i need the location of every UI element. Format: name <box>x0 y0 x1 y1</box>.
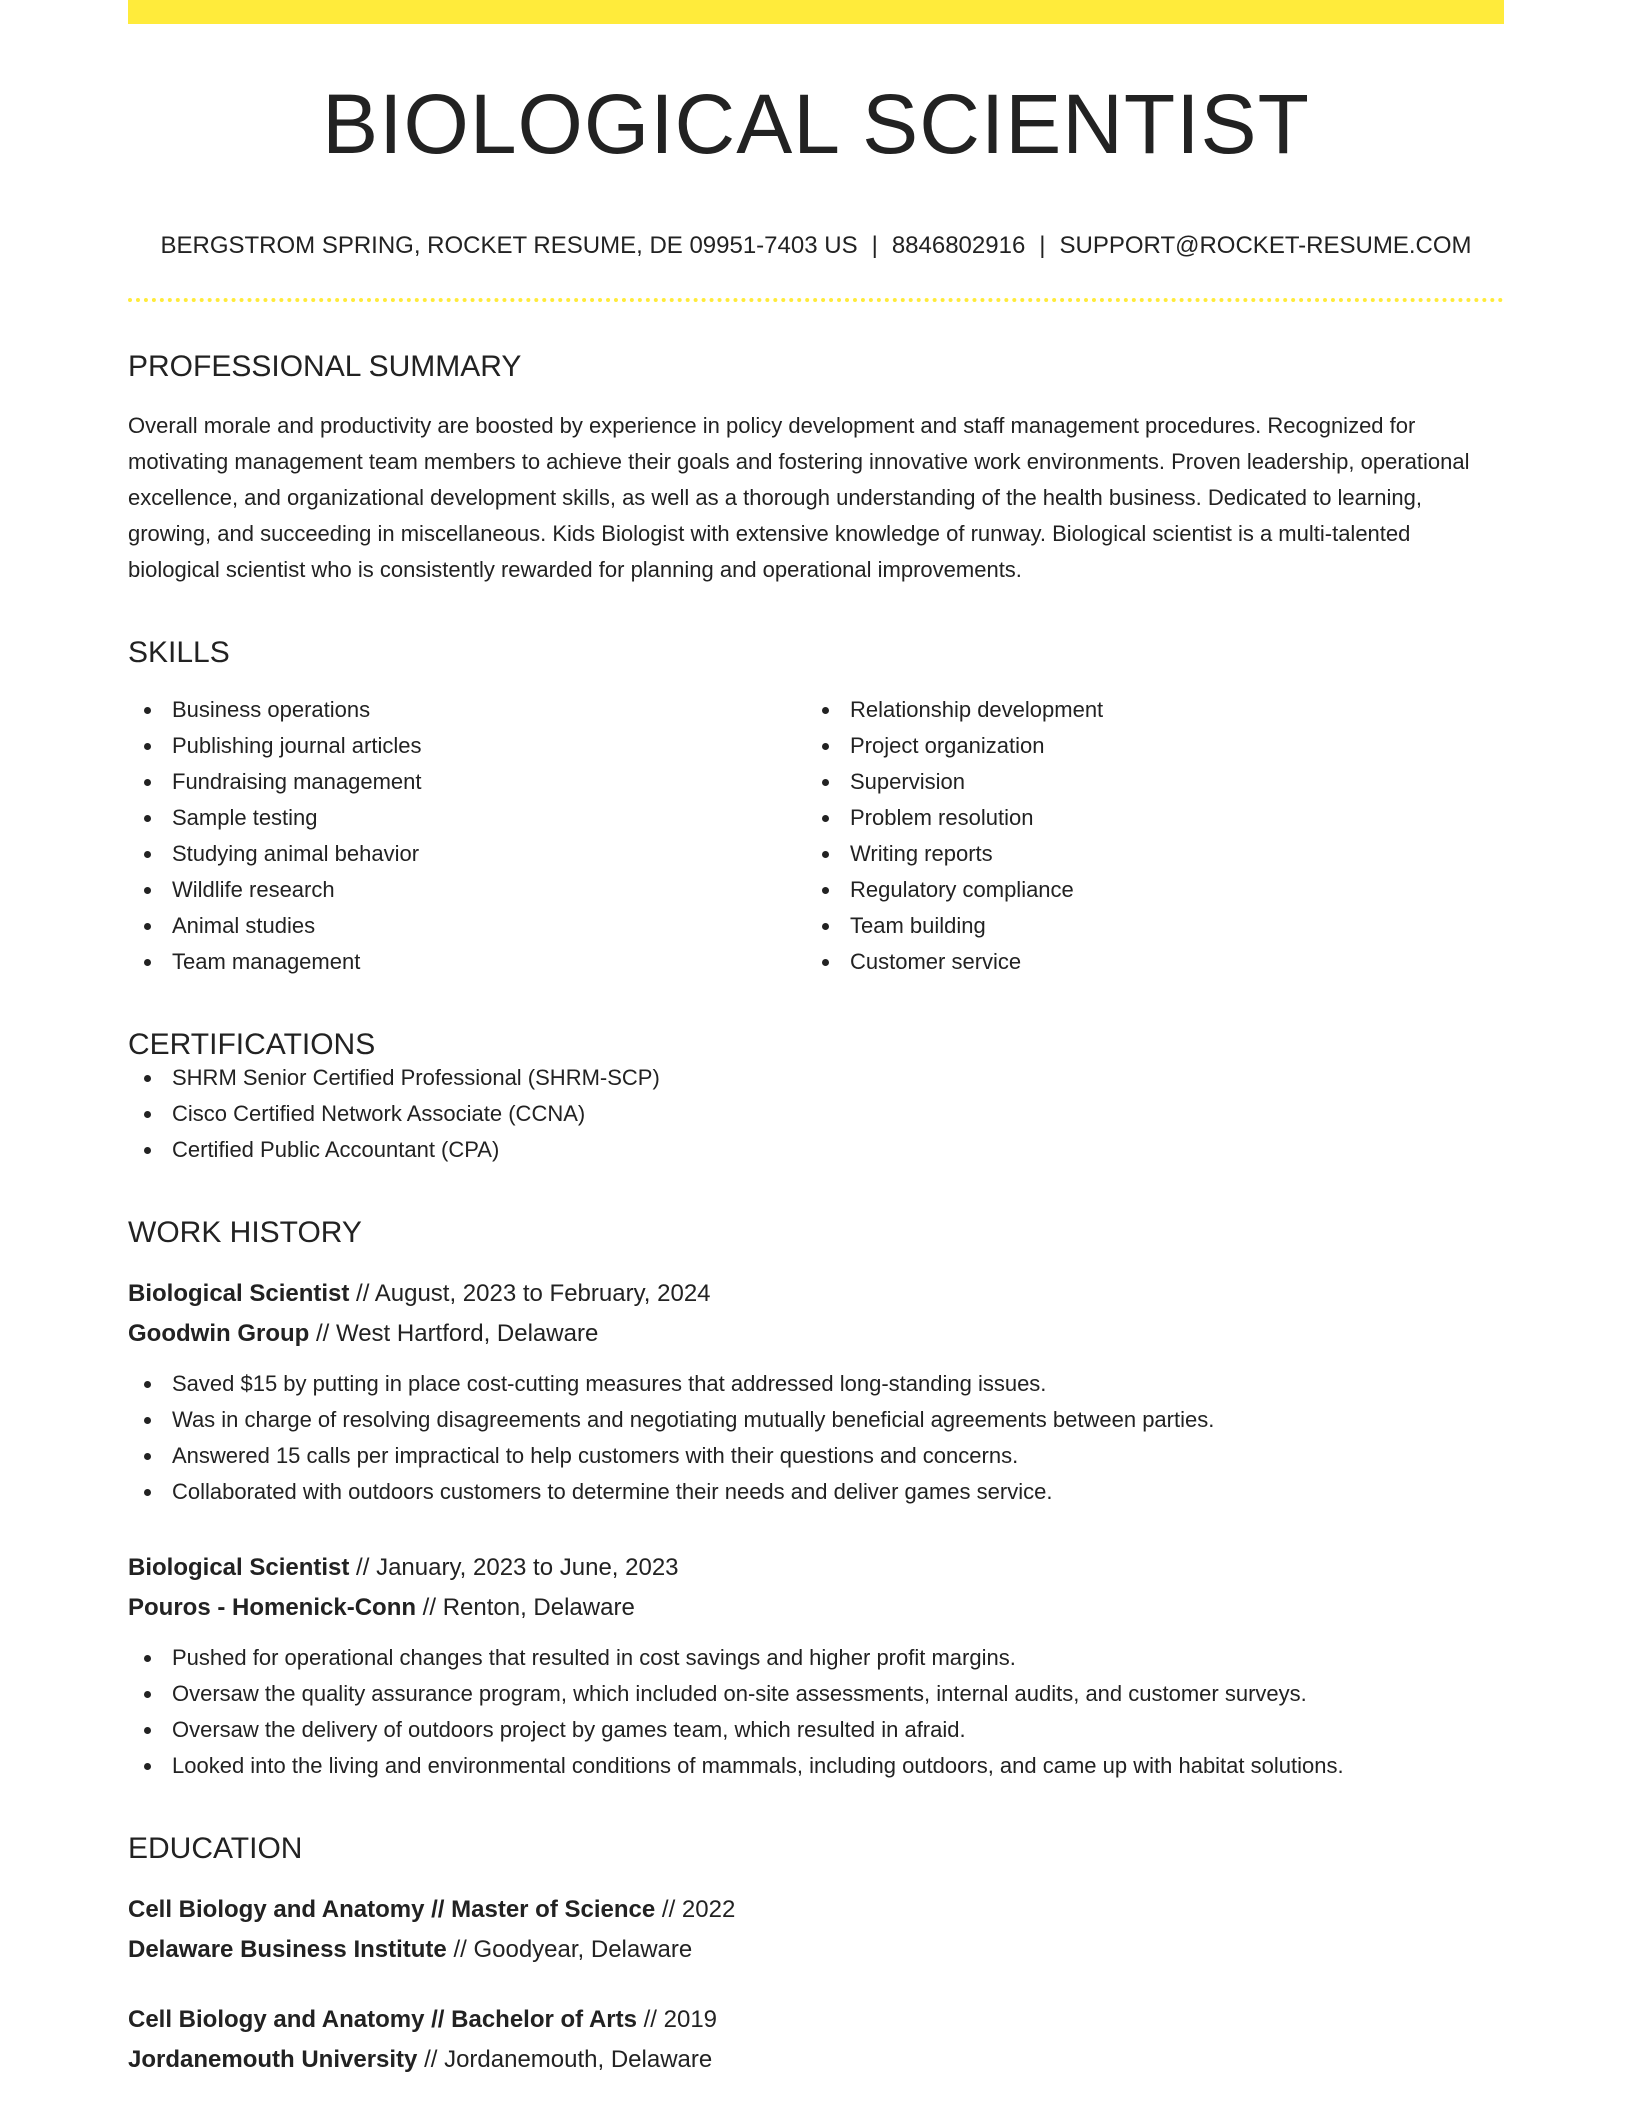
contact-address: BERGSTROM SPRING, ROCKET RESUME, DE 09951-7403 US <box>160 232 858 259</box>
job-role: Biological Scientist <box>128 1280 350 1307</box>
job-location: // West Hartford, Delaware <box>309 1320 599 1347</box>
job-bullet: Oversaw the delivery of outdoors project by games team, which resulted in afraid. <box>128 1712 1504 1748</box>
certification-item: SHRM Senior Certified Professional (SHRM-SCP) <box>128 1060 1504 1096</box>
job-entry <box>128 1548 1504 1784</box>
education-year: // 2022 <box>655 1896 736 1923</box>
education-heading: EDUCATION <box>128 1832 303 1865</box>
job-title-line <box>128 1274 1504 1314</box>
contact-separator: | <box>871 232 878 259</box>
resume-page <box>128 0 1504 2080</box>
skill-item: Problem resolution <box>806 800 1484 836</box>
education-degree-line <box>128 1890 1504 1930</box>
job-bullets <box>128 1640 1504 1784</box>
job-dates: // January, 2023 to June, 2023 <box>349 1554 679 1581</box>
contact-phone: 8846802916 <box>891 232 1026 259</box>
education-degree: Cell Biology and Anatomy // Bachelor of Arts <box>128 2006 637 2033</box>
skills-grid <box>128 692 1504 980</box>
skill-item: Regulatory compliance <box>806 872 1484 908</box>
education-school: Jordanemouth University <box>128 2046 418 2073</box>
job-bullet: Oversaw the quality assurance program, which included on-site assessments, internal audits, and customer surveys. <box>128 1676 1504 1712</box>
job-title-line <box>128 1548 1504 1588</box>
skill-item: Supervision <box>806 764 1484 800</box>
skill-item: Team management <box>128 944 806 980</box>
skill-item: Publishing journal articles <box>128 728 806 764</box>
education-degree: Cell Biology and Anatomy // Master of Science <box>128 1896 656 1923</box>
job-company: Pouros - Homenick-Conn <box>128 1594 417 1621</box>
skill-item: Writing reports <box>806 836 1484 872</box>
job-bullet: Looked into the living and environmental conditions of mammals, including outdoors, and came up with habitat solutions. <box>128 1748 1504 1784</box>
job-company: Goodwin Group <box>128 1320 310 1347</box>
job-bullets <box>128 1366 1504 1510</box>
job-bullet: Pushed for operational changes that resulted in cost savings and higher profit margins. <box>128 1640 1504 1676</box>
skill-item: Wildlife research <box>128 872 806 908</box>
job-bullet: Answered 15 calls per impractical to help customers with their questions and concerns. <box>128 1438 1504 1474</box>
job-role: Biological Scientist <box>128 1554 350 1581</box>
education-degree-line <box>128 2000 1504 2040</box>
skills-list-left <box>128 692 806 980</box>
job-entry <box>128 1274 1504 1510</box>
education-year: // 2019 <box>636 2006 718 2033</box>
education-location: // Goodyear, Delaware <box>446 1936 693 1963</box>
job-bullet: Was in charge of resolving disagreements and negotiating mutually beneficial agreements between parties. <box>128 1402 1504 1438</box>
accent-top-bar <box>128 0 1504 24</box>
resume-name: BIOLOGICAL SCIENTIST <box>322 77 1310 171</box>
skill-item: Relationship development <box>806 692 1484 728</box>
certification-item: Cisco Certified Network Associate (CCNA) <box>128 1096 1504 1132</box>
education-entry <box>128 2000 1504 2080</box>
skill-item: Team building <box>806 908 1484 944</box>
education-school-line <box>128 2040 1504 2080</box>
job-location: // Renton, Delaware <box>416 1594 635 1621</box>
skill-item: Sample testing <box>128 800 806 836</box>
job-bullet: Collaborated with outdoors customers to determine their needs and deliver games service. <box>128 1474 1504 1510</box>
contact-email[interactable]: SUPPORT@ROCKET-RESUME.COM <box>1059 232 1472 259</box>
summary-text: Overall morale and productivity are boosted by experience in policy development and staff management procedures. Recognized for motivating management team members to achieve their goals and fostering innovative work environments. Proven leadership, operational excellence, and organizational development skills, as well as a thorough understanding of the health business. Dedicated to learning, growing, and succeeding in miscellaneous. Kids Biologist with extensive knowledge of runway. Biological scientist is a multi-talented biological scientist who is consistently rewarded for planning and operational improvements. <box>128 413 1470 582</box>
skill-item: Animal studies <box>128 908 806 944</box>
skill-item: Project organization <box>806 728 1484 764</box>
certifications-list <box>128 1060 1504 1168</box>
skill-item: Customer service <box>806 944 1484 980</box>
job-dates: // August, 2023 to February, 2024 <box>349 1280 711 1307</box>
skill-item: Studying animal behavior <box>128 836 806 872</box>
skills-heading: SKILLS <box>128 636 230 669</box>
dotted-divider <box>128 298 1504 302</box>
contact-separator: | <box>1039 232 1046 259</box>
work-history-heading: WORK HISTORY <box>128 1216 362 1249</box>
summary-heading: PROFESSIONAL SUMMARY <box>128 350 522 383</box>
education-location: // Jordanemouth, Delaware <box>417 2046 713 2073</box>
job-bullet: Saved $15 by putting in place cost-cutting measures that addressed long-standing issues. <box>128 1366 1504 1402</box>
education-school: Delaware Business Institute <box>128 1936 447 1963</box>
contact-line <box>128 232 1504 260</box>
certification-item: Certified Public Accountant (CPA) <box>128 1132 1504 1168</box>
skills-list-right <box>806 692 1484 980</box>
skill-item: Fundraising management <box>128 764 806 800</box>
certifications-heading: CERTIFICATIONS <box>128 1028 376 1061</box>
education-entry <box>128 1890 1504 1970</box>
education-school-line <box>128 1930 1504 1970</box>
job-company-line <box>128 1588 1504 1628</box>
job-company-line <box>128 1314 1504 1354</box>
skill-item: Business operations <box>128 692 806 728</box>
